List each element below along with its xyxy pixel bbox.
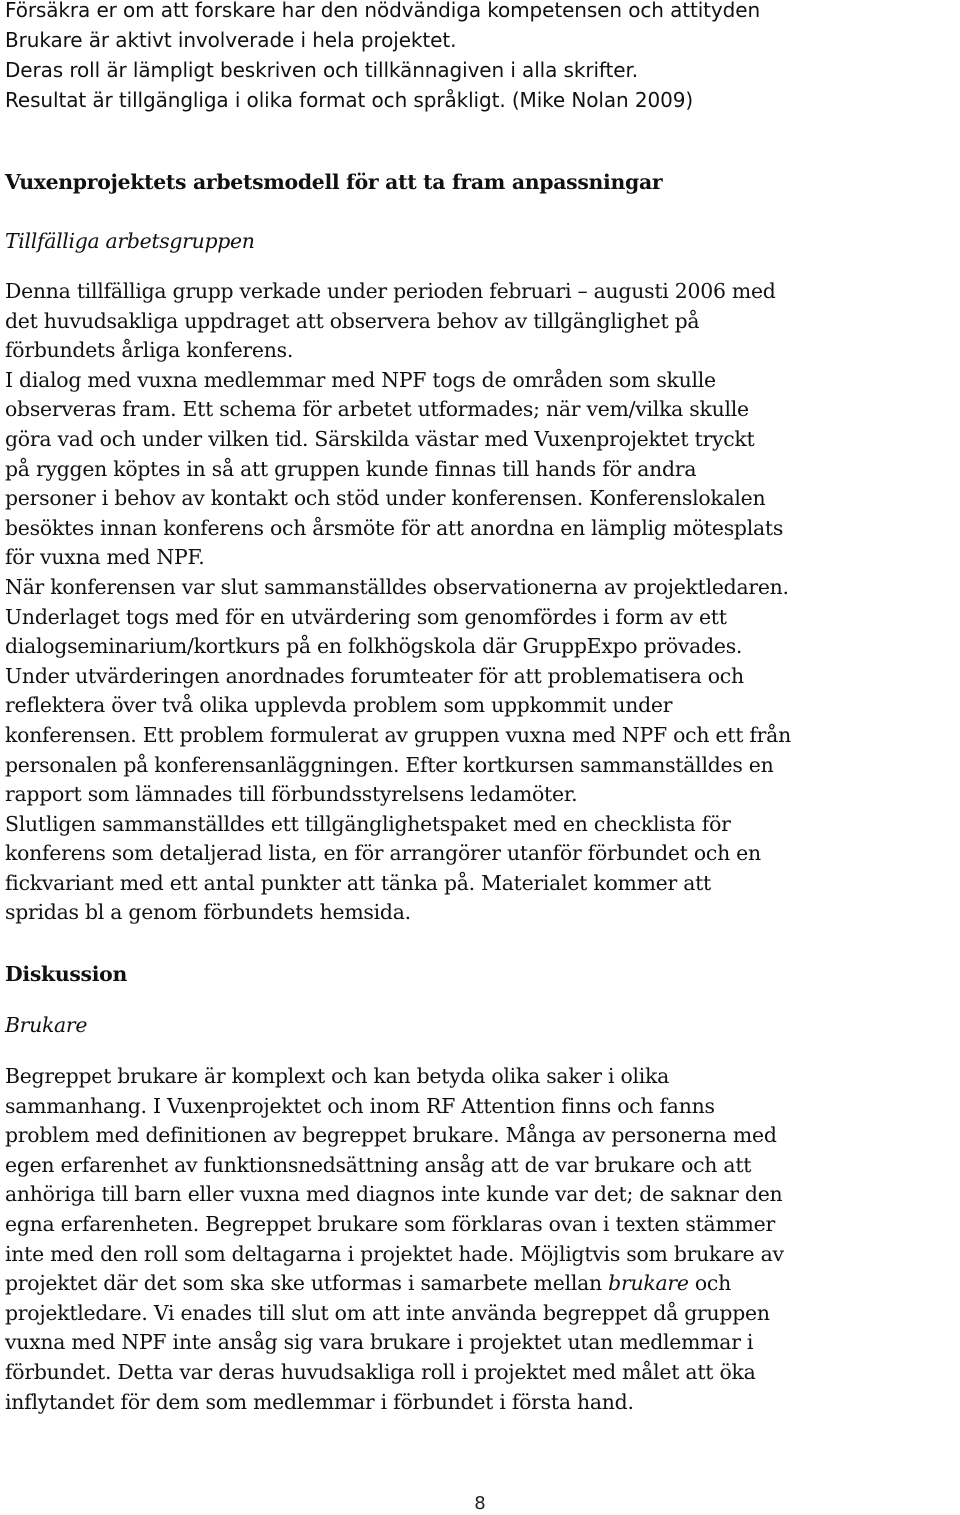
section-body xyxy=(5,1062,784,1417)
text-line: egna erfarenheten. Begreppet brukare som förklaras ovan i texten stämmer xyxy=(5,1211,775,1236)
text-line-with-emphasis xyxy=(5,1269,784,1299)
section-heading: Diskussion xyxy=(5,962,127,986)
intro-paragraph xyxy=(5,0,760,115)
text-line: det huvudsakliga uppdraget att observera behov av tillgänglighet på xyxy=(5,308,700,333)
text-line: dialogseminarium/kortkurs på en folkhögskola där GruppExpo prövades. xyxy=(5,634,743,659)
text-fragment: projektet där det som ska ske utformas i samarbete mellan xyxy=(5,1271,609,1296)
text-line: för vuxna med NPF. xyxy=(5,545,205,570)
text-line: problem med definitionen av begreppet brukare. Många av personerna med xyxy=(5,1123,777,1148)
text-line: reflektera över två olika upplevda problem som uppkommit under xyxy=(5,693,673,718)
text-line: konferensen. Ett problem formulerat av gruppen vuxna med NPF och ett från xyxy=(5,722,791,747)
text-line: fickvariant med ett antal punkter att tänka på. Materialet kommer att xyxy=(5,870,711,895)
text-line: Underlaget togs med för en utvärdering som genomfördes i form av ett xyxy=(5,604,727,629)
text-line: personer i behov av kontakt och stöd under konferensen. Konferenslokalen xyxy=(5,486,766,511)
text-line: förbundets årliga konferens. xyxy=(5,338,294,363)
text-line: spridas bl a genom förbundets hemsida. xyxy=(5,900,411,925)
text-line: sammanhang. I Vuxenprojektet och inom RF Attention finns och fanns xyxy=(5,1093,715,1118)
text-line: När konferensen var slut sammanställdes observationerna av projektledaren. xyxy=(5,574,789,599)
text-line: Slutligen sammanställdes ett tillgänglighetspaket med en checklista för xyxy=(5,811,731,836)
text-line: projektledare. Vi enades till slut om att inte använda begreppet då gruppen xyxy=(5,1300,770,1325)
emphasized-word: brukare xyxy=(608,1271,689,1296)
text-line: på ryggen köptes in så att gruppen kunde finnas till hands för andra xyxy=(5,456,697,481)
text-line: Brukare är aktivt involverade i hela projektet. xyxy=(5,28,457,52)
text-line: Försäkra er om att forskare har den nödvändiga kompetensen och attityden xyxy=(5,0,761,22)
text-line: inte med den roll som deltagarna i projektet hade. Möjligtvis som brukare av xyxy=(5,1241,784,1266)
section-subheading: Brukare xyxy=(5,1013,88,1037)
section-body xyxy=(5,277,791,928)
text-line: göra vad och under vilken tid. Särskilda västar med Vuxenprojektet tryckt xyxy=(5,426,755,451)
text-line: anhöriga till barn eller vuxna med diagnos inte kunde var det; de saknar den xyxy=(5,1182,783,1207)
text-line: Denna tillfälliga grupp verkade under perioden februari – augusti 2006 med xyxy=(5,279,776,303)
text-line: besöktes innan konferens och årsmöte för att anordna en lämplig mötesplats xyxy=(5,515,784,540)
text-line: observeras fram. Ett schema för arbetet utformades; när vem/vilka skulle xyxy=(5,397,749,422)
text-line: egen erfarenhet av funktionsnedsättning ansåg att de var brukare och att xyxy=(5,1152,752,1177)
text-line: vuxna med NPF inte ansåg sig vara brukare i projektet utan medlemmar i xyxy=(5,1330,754,1355)
text-line: Begreppet brukare är komplext och kan betyda olika saker i olika xyxy=(5,1064,670,1088)
section-subheading: Tillfälliga arbetsgruppen xyxy=(5,229,255,253)
section-heading: Vuxenprojektets arbetsmodell för att ta fram anpassningar xyxy=(5,170,663,194)
page-number: 8 xyxy=(474,1493,486,1514)
text-line: Resultat är tillgängliga i olika format och språkligt. (Mike Nolan 2009) xyxy=(5,88,694,112)
text-line: rapport som lämnades till förbundsstyrelsens ledamöter. xyxy=(5,782,578,807)
text-line: I dialog med vuxna medlemmar med NPF togs de områden som skulle xyxy=(5,367,716,392)
text-fragment: och xyxy=(688,1271,731,1296)
text-line: personalen på konferensanläggningen. Efter kortkursen sammanställdes en xyxy=(5,752,774,777)
text-line: Under utvärderingen anordnades forumteater för att problematisera och xyxy=(5,663,744,688)
text-line: inflytandet för dem som medlemmar i förbundet i första hand. xyxy=(5,1389,634,1414)
text-line: konferens som detaljerad lista, en för arrangörer utanför förbundet och en xyxy=(5,841,761,866)
text-line: Deras roll är lämpligt beskriven och tillkännagiven i alla skrifter. xyxy=(5,58,638,82)
text-line: förbundet. Detta var deras huvudsakliga roll i projektet med målet att öka xyxy=(5,1359,756,1384)
